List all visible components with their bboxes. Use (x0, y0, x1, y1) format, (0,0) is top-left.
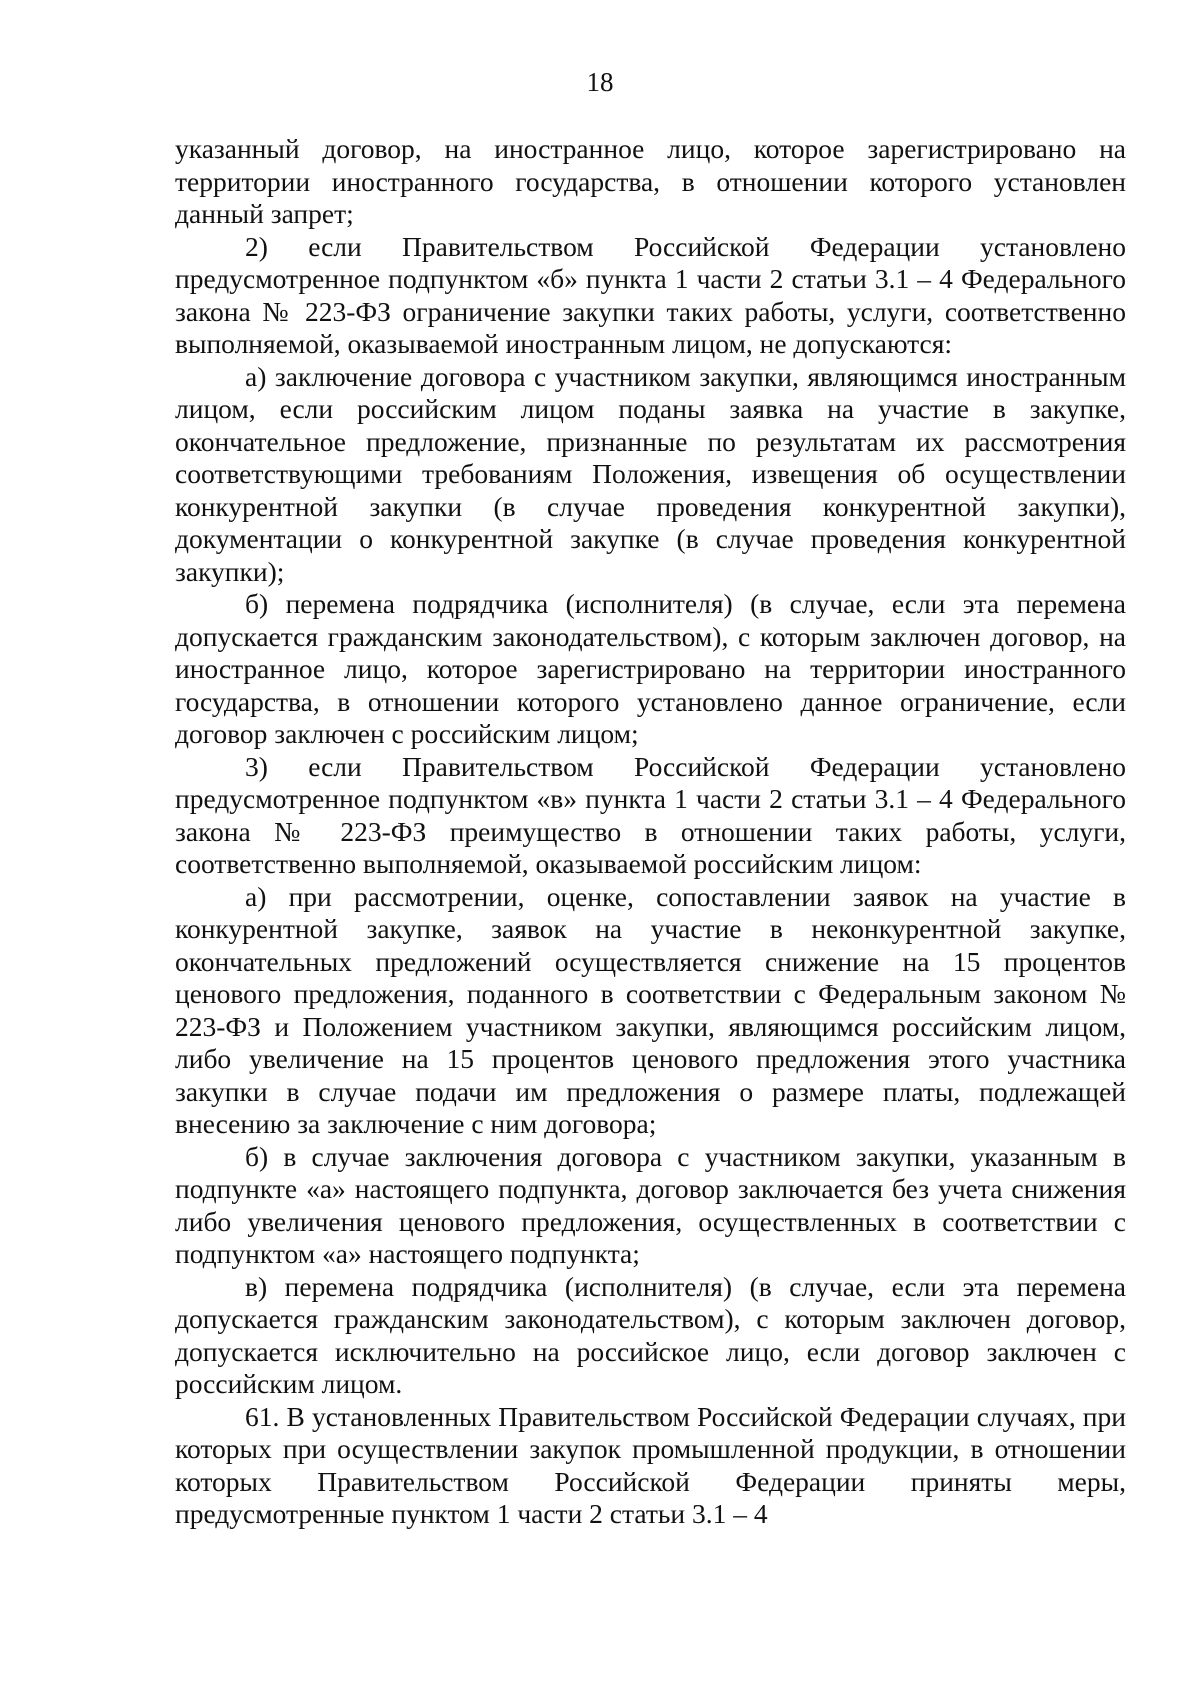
paragraph-item-2a: а) заключение договора с участником закупки, являющимся иностранным лицом, если российским лицом поданы заявка на участие в закупке, окончательное предложение, признанные по результатам их рассмотрения соответствующими требованиям Положения, извещения об осуществлении конкурентной закупки (в случае проведения конкурентной закупки), документации о конкурентной закупке (в случае проведения конкурентной закупки); (175, 360, 1126, 587)
paragraph-item-3a: а) при рассмотрении, оценке, сопоставлении заявок на участие в конкурентной закупке, заявок на участие в неконкурентной закупке, окончательных предложений осуществляется снижение на 15 процентов ценового предложения, поданного в соответствии с Федеральным законом № 223-ФЗ и Положением участником закупки, являющимся российским лицом, либо увеличение на 15 процентов ценового предложения этого участника закупки в случае подачи им предложения о размере платы, подлежащей внесению за заключение с ним договора; (175, 880, 1126, 1139)
document-body (175, 133, 1126, 1531)
paragraph-item-2b: б) перемена подрядчика (исполнителя) (в случае, если эта перемена допускается гражданским законодательством), с которым заключен договор, на иностранное лицо, которое зарегистрировано на территории иностранного государства, в отношении которого установлено данное ограничение, если договор заключен с российским лицом; (175, 588, 1126, 749)
paragraph-item-3b: б) в случае заключения договора с участником закупки, указанным в подпункте «а» настоящего подпункта, договор заключается без учета снижения либо увеличения ценового предложения, осуществленных в соответствии с подпунктом «а» настоящего подпункта; (175, 1140, 1126, 1269)
page-number: 18 (586, 67, 614, 97)
paragraph-item-3: 3) если Правительством Российской Федерации установлено предусмотренное подпунктом «в» пункта 1 части 2 статьи 3.1 – 4 Федерального закона № 223-ФЗ преимущество в отношении таких работы, услуги, соответственно выполняемой, оказываемой российским лицом: (175, 750, 1126, 879)
paragraph-continuation: указанный договор, на иностранное лицо, которое зарегистрировано на территории иностранного государства, в отношении которого установлен данный запрет; (175, 133, 1126, 229)
paragraph-section-61: 61. В установленных Правительством Российской Федерации случаях, при которых при осуществлении закупок промышленной продукции, в отношении которых Правительством Российской Федерации приняты меры, предусмотренные пунктом 1 части 2 статьи 3.1 – 4 (175, 1400, 1126, 1529)
paragraph-item-2: 2) если Правительством Российской Федерации установлено предусмотренное подпунктом «б» пункта 1 части 2 статьи 3.1 – 4 Федерального закона № 223-ФЗ ограничение закупки таких работы, услуги, соответственно выполняемой, оказываемой иностранным лицом, не допускаются: (175, 230, 1126, 359)
paragraph-item-3v: в) перемена подрядчика (исполнителя) (в случае, если эта перемена допускается гражданским законодательством), с которым заключен договор, допускается исключительно на российское лицо, если договор заключен с российским лицом. (175, 1270, 1126, 1399)
